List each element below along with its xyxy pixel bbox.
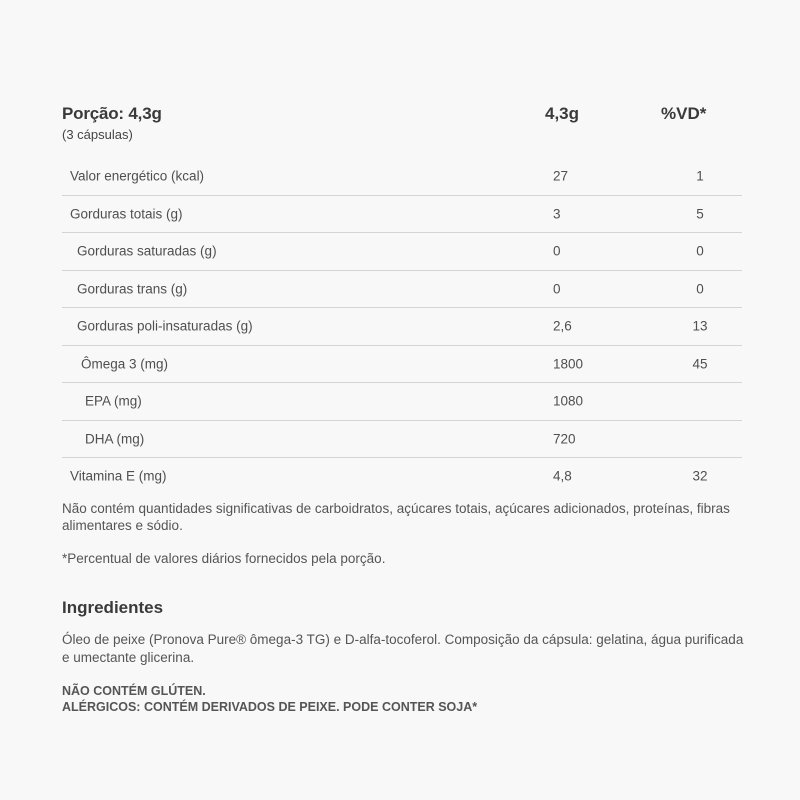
daily-value-column-header: %VD* [661,104,707,123]
nutrient-amount: 4,8 [553,468,572,484]
nutrient-amount: 720 [553,431,576,447]
nutrient-amount: 2,6 [553,318,572,334]
nutrient-amount: 3 [553,206,561,222]
table-row [62,196,742,234]
nutrient-rows [62,158,742,495]
portion-title: Porção: 4,3g [62,104,162,123]
nutrient-label: Valor energético (kcal) [70,168,205,184]
allergen-warning: ALÉRGICOS: CONTÉM DERIVADOS DE PEIXE. PODE CONTER SOJA* [62,700,478,714]
nutrient-daily-value: 13 [692,318,708,334]
nutrient-daily-value: 0 [696,243,704,259]
daily-values-footnote: *Percentual de valores diários fornecidos pela porção. [62,551,386,566]
nutrient-label: Ômega 3 (mg) [81,356,169,372]
nutrient-label: Gorduras trans (g) [77,281,188,297]
table-row [62,346,742,384]
nutrient-amount: 27 [553,168,569,184]
nutrient-amount: 0 [553,281,561,297]
nutrient-amount: 0 [553,243,561,259]
portion-subtitle: (3 cápsulas) [62,127,133,142]
table-row [62,158,742,196]
table-row [62,233,742,271]
nutrition-facts-table [62,100,742,495]
table-row [62,271,742,309]
not-significant-note: Não contém quantidades significativas de carboidratos, açúcares totais, açúcares adicionados, proteínas, fibras alimentares e sódio. [62,501,730,533]
table-header [62,100,742,158]
nutrient-daily-value: 0 [696,281,704,297]
ingredients-text: Óleo de peixe (Pronova Pure® ômega-3 TG) e D-alfa-tocoferol. Composição da cápsula: gelatina, água purificada e umectante glicerina. [62,632,744,665]
nutrient-label: Gorduras poli-insaturadas (g) [77,318,253,334]
amount-column-header: 4,3g [545,104,580,123]
nutrient-amount: 1080 [553,393,584,409]
nutrient-label: Vitamina E (mg) [70,468,167,484]
gluten-warning: NÃO CONTÉM GLÚTEN. [62,684,206,698]
nutrient-amount: 1800 [553,356,584,372]
nutrient-label: EPA (mg) [85,393,142,409]
table-row [62,308,742,346]
table-row [62,383,742,421]
nutrient-daily-value: 32 [692,468,708,484]
nutrient-daily-value: 1 [696,168,704,184]
nutrient-daily-value: 45 [692,356,708,372]
nutrient-label: Gorduras saturadas (g) [77,243,217,259]
nutrient-label: Gorduras totais (g) [70,206,183,222]
nutrient-daily-value: 5 [696,206,704,222]
nutrient-label: DHA (mg) [85,431,145,447]
allergen-warnings [62,683,477,715]
table-row [62,421,742,459]
table-row [62,458,742,495]
ingredients-title: Ingredientes [62,598,164,617]
